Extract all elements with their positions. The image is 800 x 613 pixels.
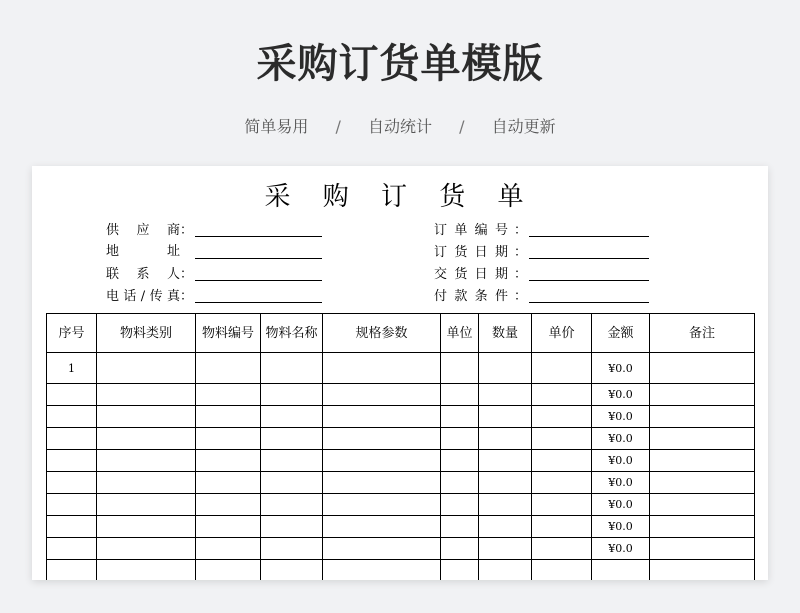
table-cell[interactable] [479,516,532,538]
column-header: 金额 [592,314,650,353]
amount-cell[interactable]: ¥0.0 [592,472,650,494]
table-cell[interactable] [441,538,479,560]
order-number-field[interactable] [529,236,649,237]
column-header: 备注 [650,314,755,353]
table-cell[interactable] [650,472,755,494]
table-cell[interactable] [479,450,532,472]
column-header: 序号 [47,314,97,353]
table-cell[interactable] [196,516,261,538]
colon: ： [180,223,194,238]
table-cell[interactable] [532,353,592,384]
table-cell[interactable] [441,472,479,494]
table-cell[interactable] [650,538,755,560]
table-cell[interactable] [441,450,479,472]
page-title: 采购订货单模版 [256,41,544,87]
amount-cell[interactable]: ¥0.0 [592,353,650,384]
address-label: 地 址 [106,244,180,259]
table-cell[interactable] [532,450,592,472]
amount-cell[interactable]: ¥0.0 [592,450,650,472]
colon: ： [180,267,194,282]
delivery-date-label: 交 货 日 期 [434,267,508,282]
table-cell[interactable] [261,538,323,560]
table-row [47,353,755,384]
table-cell[interactable] [441,516,479,538]
table-cell[interactable] [323,384,441,406]
table-cell[interactable] [97,384,196,406]
table-cell[interactable] [261,516,323,538]
table-cell[interactable] [532,494,592,516]
table-row [47,494,755,516]
table-row [47,450,755,472]
table-cell[interactable] [196,353,261,384]
table-cell[interactable] [323,406,441,428]
table-cell[interactable] [323,494,441,516]
row-number-cell[interactable] [47,494,97,516]
table-cell[interactable] [323,428,441,450]
tag-separator: / [459,117,465,136]
table-cell[interactable] [261,494,323,516]
contact-field[interactable] [195,280,322,281]
table-header-row [47,314,755,353]
colon: ： [514,289,528,304]
table-cell[interactable] [479,538,532,560]
column-header: 数量 [479,314,532,353]
table-cell[interactable] [323,450,441,472]
table-cell[interactable] [196,428,261,450]
table-cell[interactable] [650,384,755,406]
table-row [47,516,755,538]
row-number-cell[interactable] [47,516,97,538]
table-cell[interactable] [479,494,532,516]
colon: ： [514,223,528,238]
table-cell[interactable] [532,516,592,538]
table-cell[interactable] [441,353,479,384]
table-cell[interactable] [97,406,196,428]
tag-separator: / [335,117,341,136]
delivery-date-field[interactable] [529,280,649,281]
amount-cell[interactable]: ¥0.0 [592,538,650,560]
table-cell[interactable] [196,538,261,560]
order-date-field[interactable] [529,258,649,259]
table-cell[interactable] [261,384,323,406]
table-cell[interactable] [196,450,261,472]
table-cell[interactable] [97,472,196,494]
address-field[interactable] [195,258,322,259]
order-items-table [46,313,755,580]
table-row [47,538,755,560]
row-number-cell[interactable] [47,538,97,560]
table-cell[interactable] [479,353,532,384]
amount-cell[interactable]: ¥0.0 [592,494,650,516]
table-cell[interactable] [97,428,196,450]
table-cell[interactable] [323,472,441,494]
feature-tag-update: 自动更新 [491,117,556,136]
table-cell[interactable] [196,406,261,428]
phone-fax-label: 电话/传真 [106,289,180,304]
table-cell[interactable] [650,560,755,581]
column-header: 单价 [532,314,592,353]
column-header: 物料编号 [196,314,261,353]
amount-cell[interactable]: ¥0.0 [592,384,650,406]
table-cell[interactable] [196,384,261,406]
table-cell[interactable] [441,494,479,516]
table-row [47,384,755,406]
row-number-cell[interactable] [47,472,97,494]
row-number-cell[interactable] [47,560,97,581]
column-header: 物料类别 [97,314,196,353]
column-header: 规格参数 [323,314,441,353]
supplier-field[interactable] [195,236,322,237]
table-cell[interactable] [323,560,441,581]
table-cell[interactable] [532,406,592,428]
table-row [47,406,755,428]
amount-cell[interactable]: ¥0.0 [592,516,650,538]
table-cell[interactable] [97,516,196,538]
row-number-cell[interactable] [47,450,97,472]
colon: ： [180,289,194,304]
table-cell[interactable] [323,353,441,384]
table-row [47,560,755,581]
payment-terms-label: 付 款 条 件 [434,289,508,304]
table-cell[interactable] [97,353,196,384]
column-header: 单位 [441,314,479,353]
table-cell[interactable] [650,494,755,516]
table-cell[interactable] [97,494,196,516]
table-cell[interactable] [323,538,441,560]
table-cell[interactable] [479,472,532,494]
table-cell[interactable] [441,384,479,406]
order-form-sheet [32,166,768,580]
amount-cell[interactable]: ¥0.0 [592,406,650,428]
table-cell[interactable] [97,450,196,472]
feature-tags [0,114,800,137]
table-cell[interactable] [196,560,261,581]
table-cell[interactable] [532,384,592,406]
table-cell[interactable] [97,560,196,581]
table-cell[interactable] [479,560,532,581]
table-cell[interactable] [261,450,323,472]
row-number-cell[interactable]: 1 [47,353,97,384]
table-cell[interactable] [261,428,323,450]
table-row [47,428,755,450]
column-header: 物料名称 [261,314,323,353]
payment-terms-field[interactable] [529,302,649,303]
form-title: 采 购 订 货 单 [264,182,536,212]
table-cell[interactable] [650,353,755,384]
table-cell[interactable] [479,384,532,406]
order-number-label: 订 单 编 号 [434,223,508,238]
colon: ： [514,267,528,282]
amount-cell[interactable]: ¥0.0 [592,428,650,450]
table-cell[interactable] [261,472,323,494]
table-cell[interactable] [196,494,261,516]
amount-cell[interactable] [592,560,650,581]
table-cell[interactable] [196,472,261,494]
colon: ： [514,245,528,260]
table-cell[interactable] [441,406,479,428]
table-cell[interactable] [650,406,755,428]
table-cell[interactable] [532,472,592,494]
table-cell[interactable] [650,516,755,538]
table-cell[interactable] [479,406,532,428]
row-number-cell[interactable] [47,428,97,450]
table-cell[interactable] [441,560,479,581]
table-cell[interactable] [261,353,323,384]
table-cell[interactable] [650,428,755,450]
table-cell[interactable] [650,450,755,472]
feature-tag-easy: 简单易用 [244,117,309,136]
table-cell[interactable] [479,428,532,450]
phone-fax-field[interactable] [195,302,322,303]
table-cell[interactable] [532,428,592,450]
table-cell[interactable] [97,538,196,560]
feature-tag-stats: 自动统计 [367,117,432,136]
table-cell[interactable] [261,406,323,428]
table-cell[interactable] [323,516,441,538]
table-row [47,472,755,494]
table-cell[interactable] [261,560,323,581]
table-cell[interactable] [532,560,592,581]
supplier-label: 供 应 商 [106,223,180,238]
table-cell[interactable] [532,538,592,560]
row-number-cell[interactable] [47,384,97,406]
row-number-cell[interactable] [47,406,97,428]
order-date-label: 订 货 日 期 [434,245,508,260]
contact-label: 联 系 人 [106,267,180,282]
table-cell[interactable] [441,428,479,450]
